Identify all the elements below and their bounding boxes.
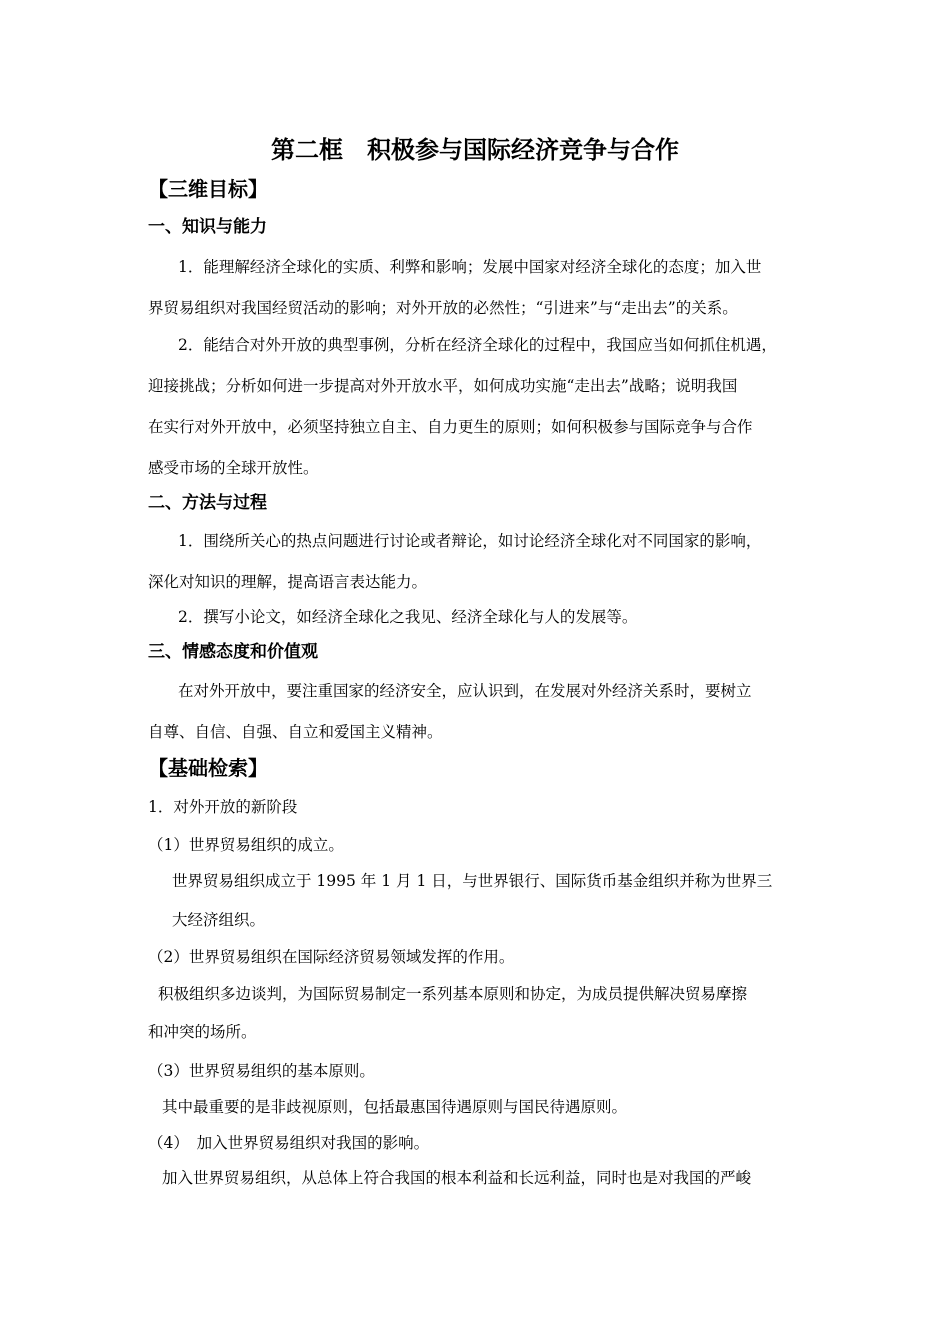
paragraph-line: 自尊、自信、自强、自立和爱国主义精神。 (148, 723, 443, 741)
question-line: （4） 加入世界贸易组织对我国的影响。 (148, 1134, 430, 1152)
answer-line: 和冲突的场所。 (148, 1023, 257, 1041)
paragraph-line: 感受市场的全球开放性。 (148, 459, 319, 477)
paragraph-line: 1．能理解经济全球化的实质、利弊和影响；发展中国家对经济全球化的态度；加入世 (178, 258, 762, 276)
question-line: （2）世界贸易组织在国际经济贸易领域发挥的作用。 (148, 948, 515, 966)
paragraph-line: 在对外开放中，要注重国家的经济安全，应认识到，在发展对外经济关系时，要树立 (178, 682, 752, 700)
question-line: （3）世界贸易组织的基本原则。 (148, 1062, 375, 1080)
question-line: （1）世界贸易组织的成立。 (148, 836, 344, 854)
paragraph-line: 界贸易组织对我国经贸活动的影响；对外开放的必然性；“引进来”与“走出去”的关系。 (148, 299, 738, 317)
paragraph-line: 2．能结合对外开放的典型事例，分析在经济全球化的过程中，我国应当如何抓住机遇， (178, 336, 777, 354)
section-heading-review: 【基础检索】 (148, 756, 268, 780)
answer-line: 加入世界贸易组织，从总体上符合我国的根本利益和长远利益，同时也是对我国的严峻 (162, 1169, 752, 1187)
paragraph-line: 在实行对外开放中，必须坚持独立自主、自力更生的原则；如何积极参与国际竞争与合作 (148, 418, 753, 436)
paragraph-line: 2．撰写小论文，如经济全球化之我见、经济全球化与人的发展等。 (178, 608, 638, 626)
answer-line: 世界贸易组织成立于 1995 年 1 月 1 日，与世界银行、国际货币基金组织并称为世界三 (172, 872, 773, 890)
subsection-heading-knowledge: 一、知识与能力 (148, 217, 267, 237)
paragraph-line: 迎接挑战；分析如何进一步提高对外开放水平，如何成功实施“走出去”战略；说明我国 (148, 377, 738, 395)
answer-line: 其中最重要的是非歧视原则，包括最惠国待遇原则与国民待遇原则。 (162, 1098, 628, 1116)
section-heading-goals: 【三维目标】 (148, 177, 268, 201)
paragraph-line: 1．围绕所关心的热点问题进行讨论或者辩论，如讨论经济全球化对不同国家的影响， (178, 532, 762, 550)
answer-line: 大经济组织。 (172, 911, 266, 929)
page-title: 第二框 积极参与国际经济竞争与合作 (271, 136, 679, 164)
answer-line: 积极组织多边谈判，为国际贸易制定一系列基本原则和协定，为成员提供解决贸易摩擦 (158, 985, 748, 1003)
paragraph-line: 深化对知识的理解，提高语言表达能力。 (148, 573, 428, 591)
subsection-heading-method: 二、方法与过程 (148, 493, 267, 513)
subsection-heading-values: 三、情感态度和价值观 (148, 642, 318, 662)
list-item: 1．对外开放的新阶段 (148, 798, 298, 816)
